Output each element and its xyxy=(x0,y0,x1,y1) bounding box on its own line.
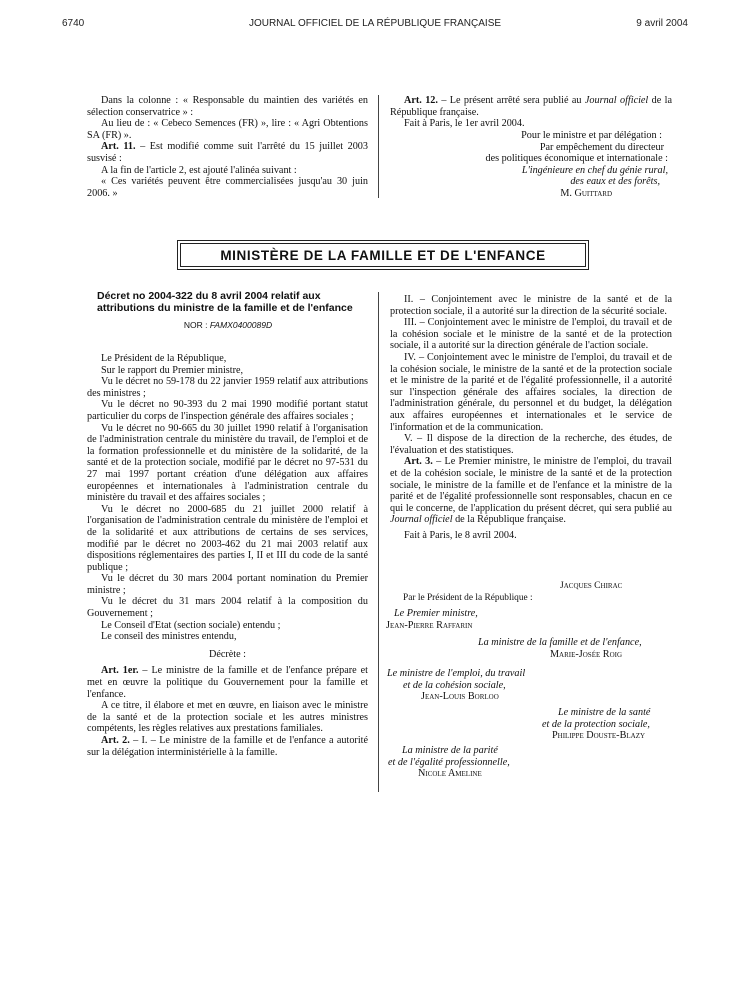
article-3: Art. 3. – Le Premier ministre, le ministre de l'emploi, du travail et de la cohésion sociale, le ministre de la santé et de la protection sociale, le ministre de la famille et de l'enfance et la ministre de la parité et de l'égalité professionnelle sont responsables, chacun en ce qui le concerne, de l'application du présent décret, qui sera publié au Journal officiel de la République française. xyxy=(390,456,672,526)
decrete: Décrète : xyxy=(208,648,247,660)
article-1: Art. 1er. – Le ministre de la famille et de l'enfance prépare et met en œuvre la politique du Gouvernement pour la famille et l'enfance. xyxy=(87,665,368,700)
paragraph: A la fin de l'article 2, est ajouté l'alinéa suivant : xyxy=(101,164,297,176)
delegation-signature: Pour le ministre et par délégation : Par empêchement du directeur des politiques économique et internationale : L'ingénieure en chef du génie rural, des eaux et des forêts, M. Guittard xyxy=(485,130,668,199)
paragraph: Vu le décret no 2000-685 du 21 juillet 2000 relatif à l'organisation de l'administration centrale du ministère de l'emploi et de la solidarité et aux attributions de certains de ses services, modifié par le décret no 2003-462 du 21 mai 2003 relatif aux dispositions réglementaires des parties I, II et III du code de la santé publique ; xyxy=(87,503,368,573)
paragraph: Vu le décret du 31 mars 2004 relatif à la composition du Gouvernement ; xyxy=(87,596,368,620)
paragraph: Le Président de la République, xyxy=(101,353,227,364)
top-left-column xyxy=(87,95,368,199)
ministry-banner xyxy=(177,240,589,270)
paragraph: Vu le décret no 59-178 du 22 janvier 1959 relatif aux attributions des ministres ; xyxy=(87,376,368,399)
paragraph: V. – Il dispose de la direction de la recherche, des études, de l'évaluation et des statistiques. xyxy=(390,433,672,456)
article-12: Art. 12. – Le présent arrêté sera publié au Journal officiel de la République française. xyxy=(390,95,673,118)
article-label: Art. 11. xyxy=(101,141,136,153)
paragraph: III. – Conjointement avec le ministre de l'emploi, du travail et de la cohésion sociale et le ministre de la santé et de la protection sociale, il a autorité sur la direction générale de l'action sociale. xyxy=(390,317,672,352)
paragraph: IV. – Conjointement avec le ministre de l'emploi, du travail et de la cohésion sociale, le ministre de la santé et de la protection sociale et le ministre de la parité et de l'égalité professionnelle, il a autorité sur l'inspection générale des affaires sociales, la direction de l'administration générale, du personnel et du budget, la délégation aux affaires européennes et internationales et le service de l'information et de la communication. xyxy=(390,351,672,433)
pm-signature: Le Premier ministre, Jean-Pierre Raffarin xyxy=(386,608,478,631)
fait-a-paris: Fait à Paris, le 1er avril 2004. xyxy=(404,118,525,130)
paragraph: Sur le rapport du Premier ministre, xyxy=(101,364,244,376)
paragraph: Le conseil des ministres entendu, xyxy=(101,631,237,643)
fait-a-paris: Fait à Paris, le 8 avril 2004. xyxy=(404,529,517,541)
paragraph: Vu le décret du 30 mars 2004 portant nomination du Premier ministre ; xyxy=(87,573,368,596)
emploi-signature: Le ministre de l'emploi, du travail et de la cohésion sociale, Jean-Louis Borloo xyxy=(387,668,526,703)
top-right-column xyxy=(390,95,672,130)
ministry-title: MINISTÈRE DE LA FAMILLE ET DE L'ENFANCE xyxy=(180,243,586,267)
decree-title: Décret no 2004-322 du 8 avril 2004 relatif aux attributions du ministre de la famille et de l'enfance xyxy=(97,290,353,314)
article-2: Art. 2. – I. – Le ministre de la famille et de l'enfance a autorité sur la délégation interministérielle à la famille. xyxy=(87,735,369,758)
paragraph: Au lieu de : « Cebeco Semences (FR) », lire : « Agri Obtentions SA (FR) ». xyxy=(87,118,368,141)
paragraph: Dans la colonne : « Responsable du maintien des variétés en sélection conservatrice » : xyxy=(87,95,368,118)
parite-signature: La ministre de la parité et de l'égalité professionnelle, Nicole Ameline xyxy=(388,745,510,780)
paragraph: Vu le décret no 90-393 du 2 mai 1990 modifié portant statut particulier du corps de l'inspection générale des affaires sociales ; xyxy=(87,399,368,422)
issue-date: 9 avril 2004 xyxy=(636,18,688,29)
paragraph: Le Conseil d'Etat (section sociale) entendu ; xyxy=(101,619,281,631)
president-signature: Jacques Chirac xyxy=(560,580,623,591)
right-column xyxy=(390,294,672,541)
par-le-president: Par le Président de la République : xyxy=(403,593,533,603)
sante-signature: Le ministre de la santé et de la protection sociale, Philippe Douste-Blazy xyxy=(542,707,651,742)
paragraph: Vu le décret no 90-665 du 30 juillet 1990 relatif à l'organisation de l'administration centrale du ministère du travail, de l'emploi et de la formation professionnelle et du ministère de la solidarité, de la santé et de la protection sociale, modifié par le décret no 97-531 du 27 mai 1997 portant création d'une délégation aux affaires européennes et internationales à l'administration centrale du ministère du travail et des affaires sociales ; xyxy=(87,422,368,504)
paragraph: II. – Conjointement avec le ministre de la santé et de la protection sociale, il a autorité sur la direction de la sécurité sociale. xyxy=(390,294,672,317)
column-divider xyxy=(378,292,379,792)
running-header xyxy=(62,18,688,32)
column-divider xyxy=(378,95,379,198)
nor-reference: NOR : FAMX0400089D xyxy=(183,320,273,330)
paragraph: « Ces variétés peuvent être commercialisées jusqu'au 30 juin 2006. » xyxy=(87,176,368,199)
decree-header xyxy=(97,291,359,330)
famille-signature: La ministre de la famille et de l'enfance, Marie-Josée Roig xyxy=(478,637,642,660)
left-column xyxy=(87,353,368,758)
paragraph: A ce titre, il élabore et met en œuvre, en liaison avec le ministre de la santé et de la protection sociale et les autres ministres compétents, les règles relatives aux prestations familiales. xyxy=(87,700,368,735)
journal-title: JOURNAL OFFICIEL DE LA RÉPUBLIQUE FRANÇAISE xyxy=(248,18,502,29)
page-number: 6740 xyxy=(62,18,85,29)
article-11: Art. 11. – Est modifié comme suit l'arrêté du 15 juillet 2003 susvisé : xyxy=(87,141,368,164)
